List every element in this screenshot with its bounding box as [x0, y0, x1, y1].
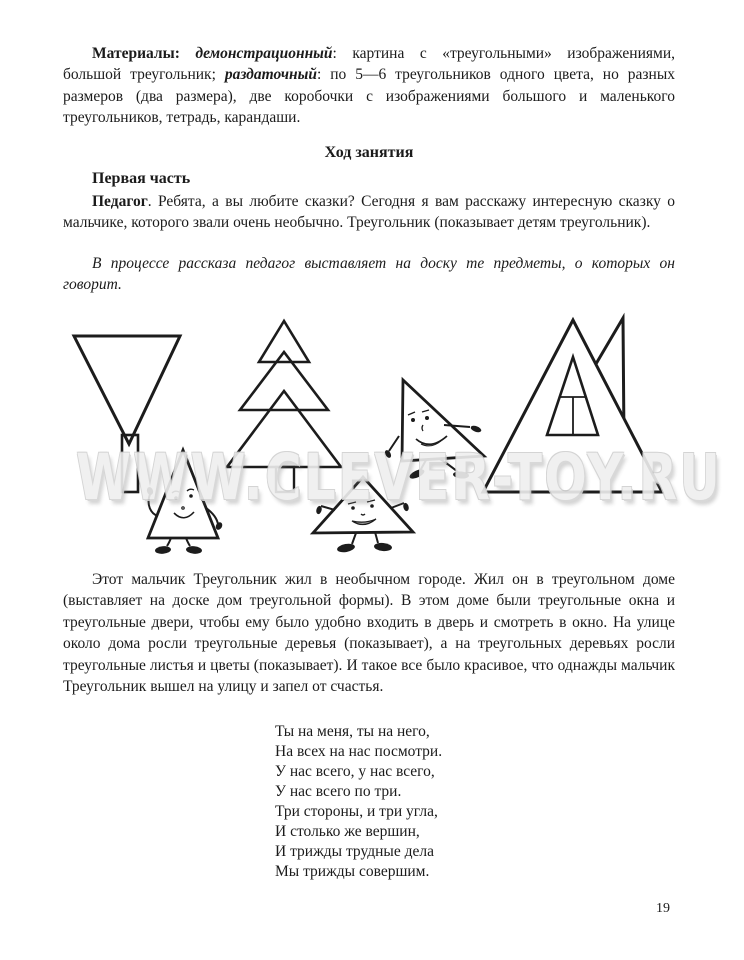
poem-line: Мы трижды совершим. [275, 863, 430, 880]
hand [384, 449, 393, 459]
inverted-triangle-tree [74, 336, 180, 492]
eye [425, 416, 429, 420]
hand [146, 486, 154, 496]
fir-tree [227, 321, 341, 492]
watermark: WWW.CLEVER-TOY.RU [76, 441, 723, 514]
part-heading: Первая часть [92, 170, 191, 187]
materials-label: Материалы: [92, 45, 196, 62]
dialogue-paragraph [63, 191, 675, 234]
wide-triangle-character [313, 477, 413, 554]
hand [470, 424, 482, 433]
smile [416, 436, 447, 444]
foot [453, 471, 470, 479]
poem-line: У нас всего по три. [275, 783, 402, 800]
running-triangle-character [384, 380, 484, 481]
mouth [352, 519, 376, 525]
nose [182, 507, 184, 509]
poem-line: Ты на меня, ты на него, [275, 723, 430, 740]
poem-line: У нас всего, у нас всего, [275, 763, 435, 780]
illustration [70, 312, 690, 562]
poem-line: И трижды трудные дела [275, 843, 434, 860]
speaker-label: Педагог [92, 193, 148, 210]
lesson-heading: Ход занятия [324, 144, 414, 161]
foot [408, 467, 425, 480]
poem-line: И столько же вершин, [275, 823, 420, 840]
nose [361, 514, 365, 515]
dialogue-text: . Ребята, а вы любите сказки? Сегодня я вам расскажу интересную сказку о мальчике, которого звали очень необычно. Треугольник (показывает детям треугольник). [63, 193, 675, 232]
small-triangle-character [146, 450, 224, 554]
eye [174, 496, 178, 500]
materials-paragraph [63, 43, 675, 129]
stage-direction-paragraph: В процессе рассказа педагог выставляет на доску те предметы, о которых он говорит. [63, 255, 675, 294]
foot [186, 546, 203, 555]
demo-text: : картина с «треугольными» изображениями, большой треугольник; [63, 45, 675, 84]
poem-line: На всех на нас посмотри. [275, 743, 443, 760]
eye [351, 506, 355, 510]
page-number: 19 [656, 901, 670, 916]
poem-line: Три стороны, и три угла, [275, 803, 438, 820]
foot [155, 546, 172, 555]
eye [411, 418, 415, 422]
demo-type-label: демонстрационный [195, 45, 333, 62]
foot [374, 542, 393, 552]
handout-type-label: раздаточный [224, 66, 317, 84]
smile [174, 512, 194, 518]
triangle-house [483, 318, 662, 492]
eye [370, 504, 374, 508]
story-paragraph: Этот мальчик Треугольник жил в необычном городе. Жил он в треугольном доме (выставляет на доске дом треугольной формы). В этом доме были треугольные окна и треугольные двери, чтобы ему было удобно входить в дверь и смотреть в окно. На улице около дома росли треугольные деревья (показывает), а на треугольных деревьях росли треугольные листья и цветы (показывает). И такое все было красивое, что однажды мальчик Треугольник вышел на улицу и запел от счастья. [63, 571, 675, 696]
nose [422, 425, 423, 431]
eye [189, 494, 193, 498]
poem [275, 722, 442, 882]
handout-text: : по 5—6 треугольников одного цвета, но разных размеров (два размера), две коробочки с изображениями большого и маленького треугольников, тетрадь, карандаши. [63, 66, 675, 127]
